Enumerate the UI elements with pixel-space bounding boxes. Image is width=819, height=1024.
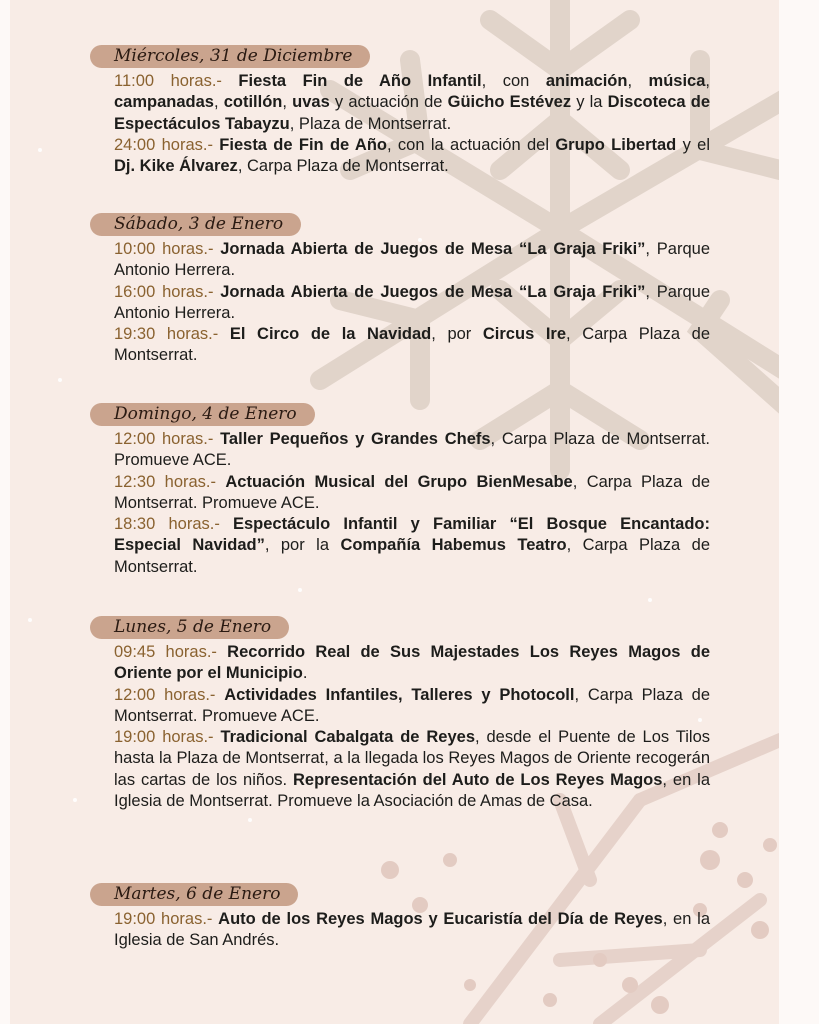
event [114,909,710,952]
event-highlight: Actividades Infantiles, Talleres y Photocoll [224,685,575,704]
event-highlight: uvas [292,93,330,112]
event-highlight: Jornada Abierta de Juegos de Mesa “La Graja Friki” [220,240,646,258]
event [114,239,710,282]
event [114,685,710,728]
day-section [90,213,710,367]
event-time: 18:30 horas.- [114,515,233,534]
event-text: , por la [264,536,341,555]
event [114,324,710,367]
event-highlight: Güicho Estévez [447,93,572,112]
event-highlight: Representación del Auto de Los Reyes Magos [292,770,663,789]
event-text: , Carpa Plaza de Montserrat. Promueve ACE. [114,685,710,725]
event-text: , [282,93,293,112]
event-text: , [705,72,710,90]
event [114,282,710,325]
event-highlight: Tradicional Cabalgata de Reyes [220,728,476,747]
event-text: , [213,93,224,112]
day-header: Lunes, 5 de Enero [90,616,289,639]
event [114,429,710,472]
event-text: , en la Iglesia de Montserrat. Promueve la Asociación de Amas de Casa. [114,770,710,811]
event [114,135,710,178]
event-time: 19:00 horas.- [114,910,219,928]
event-highlight: música [648,72,706,90]
day-header: Martes, 6 de Enero [90,883,298,906]
day-section [90,45,710,177]
event-highlight: Espectáculo Infantil y Familiar “El Bosque Encantado: Especial Navidad” [114,515,710,555]
day-section [90,616,710,812]
event [114,727,710,812]
event-highlight: Fiesta Fin de Año Infantil [238,72,482,90]
event-highlight: Grupo Libertad [555,135,677,154]
event-highlight: Fiesta de Fin de Año [219,135,388,154]
event-text: , por [431,325,483,344]
event-time: 12:00 horas.- [114,430,221,448]
event [114,472,710,515]
event-time: 09:45 horas.- [114,643,228,661]
event-time: 19:00 horas.- [114,728,221,747]
event [114,514,710,578]
day-header: Sábado, 3 de Enero [90,213,301,236]
event [114,71,710,135]
day-header: Domingo, 4 de Enero [90,403,315,426]
event-text: , Carpa Plaza de Montserrat. Promueve ACE. [114,430,710,470]
event-highlight: Circus Ire [482,325,567,344]
day-header: Miércoles, 31 de Diciembre [90,45,370,68]
event-highlight: Discoteca de Espectáculos Tabayzu [114,93,711,133]
event-text: , Parque Antonio Herrera. [114,282,710,322]
event-highlight: Auto de los Reyes Magos y Eucaristía del Día de Reyes [218,910,663,928]
event-highlight: cotillón [223,93,283,112]
day-section [90,403,710,578]
event-highlight: animación [545,72,628,90]
event-text: , Carpa Plaza de Montserrat. [114,325,710,365]
event-time: 12:30 horas.- [114,472,226,491]
event-text: , desde el Puente de Los Tilos hasta la Plaza de Montserrat, a la llegada los Reyes Magos de Oriente recogerán las cartas de los niños. [114,728,710,789]
event-time: 12:00 horas.- [114,685,225,704]
event-text: . [302,664,308,683]
day-section [90,883,710,952]
event-highlight: El Circo de la Navidad [229,325,432,344]
event-text: , con [481,72,546,90]
event-time: 19:30 horas.- [114,325,230,344]
event-text: , Carpa Plaza de Montserrat. [114,536,711,576]
event-time: 16:00 horas.- [114,282,221,301]
event-text: , Parque Antonio Herrera. [114,240,710,280]
event [114,642,710,685]
event-highlight: Jornada Abierta de Juegos de Mesa “La Graja Friki” [220,282,646,301]
event-time: 11:00 horas.- [114,72,239,90]
event-text: y la [571,93,608,112]
event-text: , con la actuación del [387,135,556,154]
event-highlight: campanadas [114,93,214,112]
event-text: , Carpa Plaza de Montserrat. [237,157,449,176]
event-text: , Plaza de Montserrat. [289,114,452,133]
event-highlight: Recorrido Real de Sus Majestades Los Reyes Magos de Oriente por el Municipio [114,643,710,683]
event-text: , [627,72,649,90]
event-highlight: Actuación Musical del Grupo BienMesabe [225,472,573,491]
event-highlight: Taller Pequeños y Grandes Chefs [220,430,491,448]
event-time: 24:00 horas.- [114,135,220,154]
event-text: , en la Iglesia de San Andrés. [114,910,710,950]
event-text: y actuación de [329,93,448,112]
event-text: y el [676,135,711,154]
event-text: , Carpa Plaza de Montserrat. Promueve ACE. [114,472,710,512]
event-time: 10:00 horas.- [114,240,221,258]
event-highlight: Dj. Kike Álvarez [114,157,238,176]
event-highlight: Compañía Habemus Teatro [340,536,567,555]
